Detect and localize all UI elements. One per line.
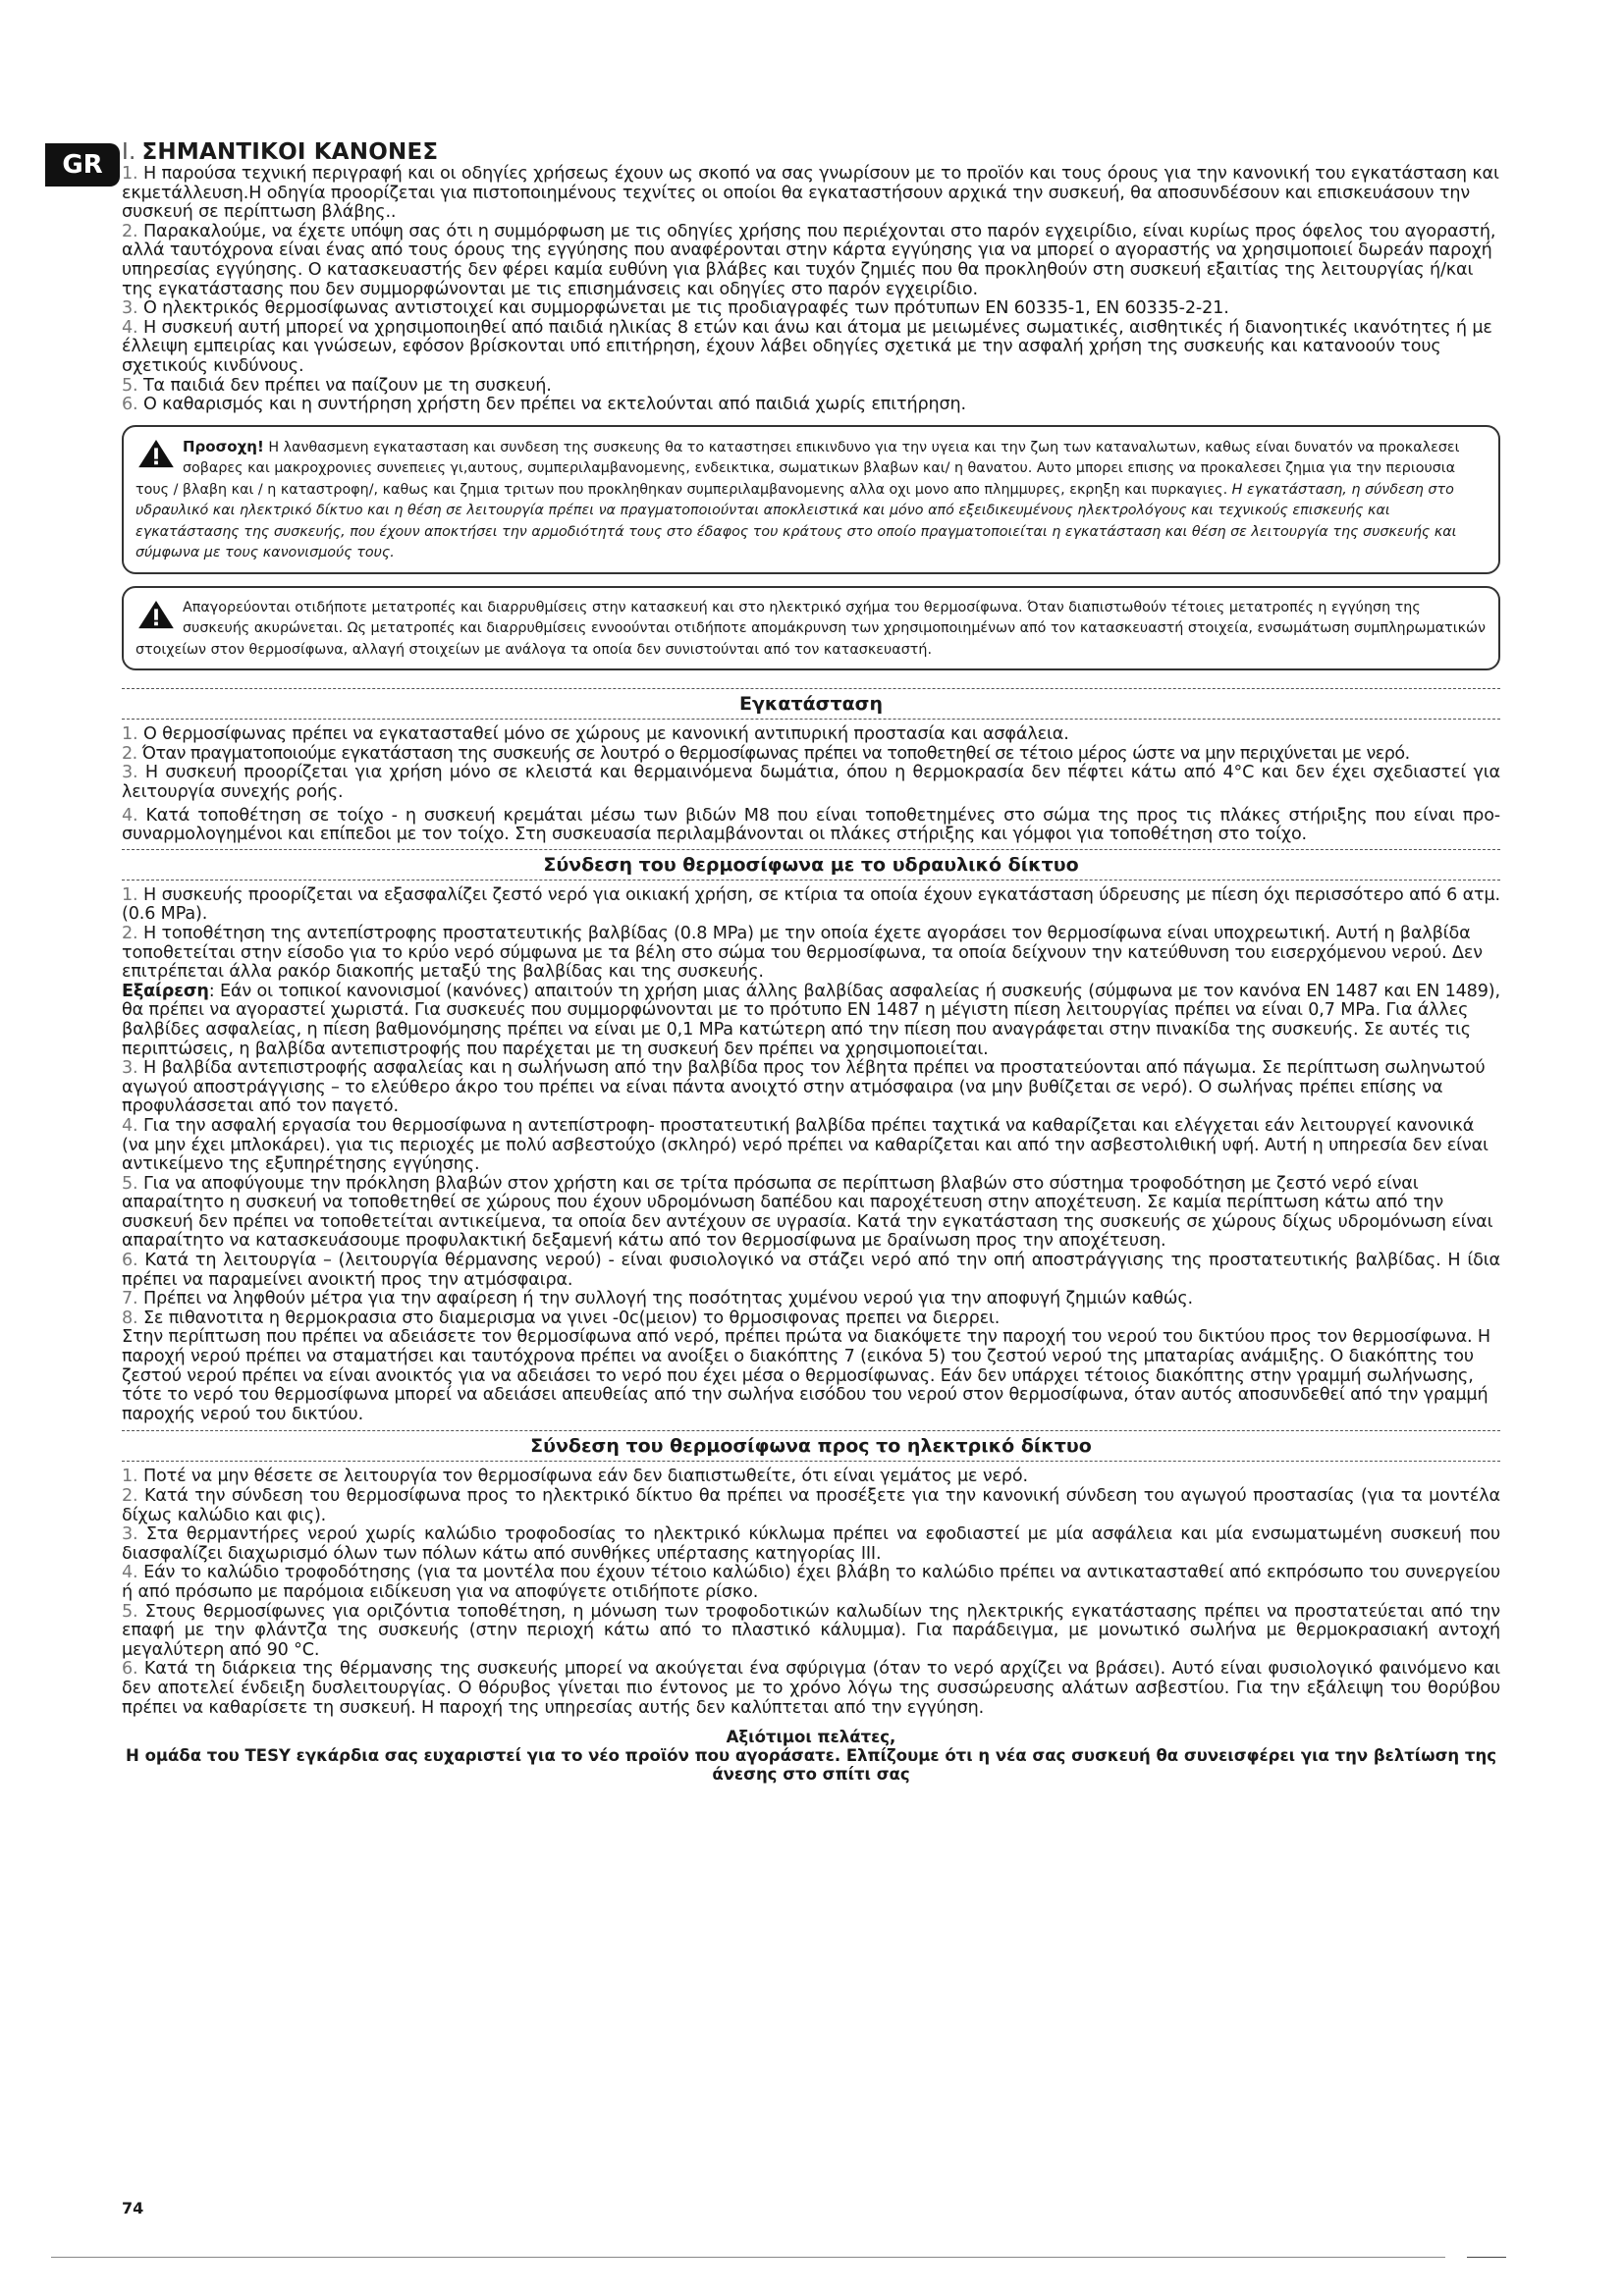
rules-list bbox=[122, 165, 1500, 415]
heading-number: I. bbox=[122, 139, 136, 165]
item-text: Παρακαλούμε, να έχετε υπόψη σας ότι η συμμόρφωση με τις οδηγίες χρήσης που περιέχονται στο παρόν εγχειρίδιο, είναι κυρίως προς όφελος του αγοραστή, αλλά ταυτόχρονα είναι ένας από τους όρους της εγγύησης που αναφέρονται στην κάρτα εγγύησης για να μπορεί ο αγοραστής να χρησιμοποιεί δωρεάν παροχή υπηρεσίας εγγύησης. Ο κατασκευαστής δεν φέρει καμία ευθύνη για βλάβες και τυχόν ζημιές που θα προκληθούν στη συσκευή εξαιτίας της λειτουργίας ή/και της εγκατάστασης που δεν συμμορφώνονται με τις επισημάνσεις και οδηγίες στο παρόν εγχειρίδιο. bbox=[122, 221, 1496, 299]
warning-text: Απαγορεύονται οτιδήποτε μετατροπές και διαρρυθμίσεις στην κατασκευή και στο ηλεκτρικό σχήμα του θερμοσίφωνα. Όταν διαπιστωθούν τέτοιες μετατροπές η εγγύηση της συσκευής ακυρώνεται. Ως μετατροπές και διαρρυθμίσεις εννοούνται οτιδήποτε απομάκρυνση των χρησιμοποιημένων από τον κατασκευαστή στοιχεία, ενσωμάτωση συμπληρωματικών στοιχείων στον θερμοσίφωνα, αλλαγή στοιχείων με ανάλογα τα οποία δεν συνιστούνται από τον κατασκευαστή. bbox=[135, 599, 1486, 658]
item-text: Τα παιδιά δεν πρέπει να παίζουν με τη συσκευή. bbox=[142, 375, 552, 396]
item-text: Για την ασφαλή εργασία του θερμοσίφωνα η αντεπίστροφη- προστατευτική βαλβίδα πρέπει ταχτικά να καθαρίζεται και ελέγχεται εάν λειτουργεί κανονικά (να μην έχει μπλοκάρει). για τις περιοχές με πολύ ασβεστούχο (σκληρό) νερό πρέπει να καθαρίζεται και από την ασβεστολιθική υφή. Αυτή η υπηρεσία δεν είναι αντικείμενο της εξυπηρέτησης εγγύησης. bbox=[122, 1115, 1489, 1175]
list-item bbox=[122, 1290, 1500, 1309]
item-text: Σε πιθανοτιτα η θερμοκρασια στο διαμερισμα να γινει -0c(μειον) το θρμοσιφονας πρεπει να διερρει. bbox=[142, 1308, 1001, 1328]
warning-icon bbox=[137, 439, 175, 468]
item-number: 2. bbox=[122, 1486, 138, 1506]
heading-text: ΣΗΜΑΝΤΙΚΟΙ ΚΑΝΟΝΕΣ bbox=[141, 139, 439, 165]
list-item bbox=[122, 1603, 1500, 1661]
thank-you-salutation: Αξιότιμοι πελάτες, bbox=[726, 1728, 896, 1747]
list-item bbox=[122, 886, 1500, 925]
warning-text: Η λανθασμενη εγκατασταση και συνδεση της συσκευης θα το καταστησει επικινδυνο για την υγεια και την ζωη των καταναλωτων, καθως είναι δυνατόν να προκαλεσει σοβαρες και μακροχρονιες συνεπειες γι,αυτους, συμπεριλαμβανομενης, ενδεικτικα, σωματικων βλαβων και/ η θανατου. Αυτο μπορει επισης να προκαλεσει ζημια για την περιουσια τους / βλαβη και / η καταστροφη/, καθως και ζημια τριτων που προκληθηκαν συμπεριλαμβανομενης αλλα οχι μονο απο πλημμυρες, εκρηξη και πυρκαγιες. bbox=[135, 439, 1460, 498]
list-item bbox=[122, 925, 1500, 983]
section-title-electric: Σύνδεση του θερμοσίφωνα προς το ηλεκτρικό δίκτυο bbox=[530, 1435, 1092, 1458]
list-item bbox=[122, 1564, 1500, 1602]
list-item bbox=[122, 223, 1500, 299]
item-number: 4. bbox=[122, 1115, 138, 1136]
list-item-drain-note bbox=[122, 1328, 1500, 1424]
item-bold-label: Εξαίρεση bbox=[122, 981, 209, 1001]
item-number: 7. bbox=[122, 1289, 138, 1309]
item-text: Η συσκευή προορίζεται για χρήση μόνο σε κλειστά και θερμαινόμενα δωμάτια, όπου η θερμοκρασία δεν πέφτει κάτω από 4°C και δεν έχει σχεδιαστεί για λειτουργία συνεχής ροής. bbox=[122, 763, 1500, 802]
warning-icon bbox=[137, 600, 175, 629]
list-item bbox=[122, 1175, 1500, 1252]
item-text: Κατά την σύνδεση του θερμοσίφωνα προς το ηλεκτρικό δίκτυο θα πρέπει να προσέξετε για την κανονική σύνδεση του αγωγού προστασίας (για τα μοντέλα δίχως καλώδιο και φις). bbox=[122, 1486, 1500, 1525]
item-text: Ο καθαρισμός και η συντήρηση χρήστη δεν πρέπει να εκτελούνται από παιδιά χωρίς επιτήρηση. bbox=[142, 395, 966, 415]
language-code: GR bbox=[62, 150, 103, 180]
item-text: Για να αποφύγουμε την πρόκληση βλαβών στον χρήστη και σε τρίτα πρόσωπα σε περίπτωση βλαβών στο σύστημα τροφοδότηση με ζεστό νερό είναι απαραίτητο η συσκευή να τοποθετηθεί σε χώρους που έχουν υδρομόνωση δαπέδου και παροχέτευση στην αποχέτευση. Σε καμία περίπτωση κάτω από την συσκευή δεν πρέπει να τοποθετείται αντικείμενα, τα οποία δεν αντέχουν σε υγρασία. Κατά την εγκατάσταση της συσκευής σε χώρους δίχως υδρομόνωση είναι απαραίτητο να κατασκευάσουμε προφυλακτική δεξαμενή κάτω από τον θερμοσίφωνα με δραίνωση προς την αποχέτευση. bbox=[122, 1173, 1493, 1252]
language-tab bbox=[45, 143, 120, 187]
item-text: Στην περίπτωση που πρέπει να αδειάσετε τον θερμοσίφωνα από νερό, πρέπει πρώτα να διακόψετε την παροχή του νερού του δικτύου προς τον θερμοσίφωνα. Η παροχή νερού πρέπει να σταματήσει και ταυτόχρονα πρέπει να ανοίξει ο διακόπτης 7 (εικόνα 5) του ζεστού νερού της μπαταρίας ανάμιξης. Ο διακόπτης του ζεστού νερού πρέπει να είναι ανοικτός για να αδειάσει το νερό που έχει μέσα ο θερμοσίφωνας. Εάν δεν υπάρχει τέτοιος διακόπτης στην γραμμή σωλήνωσης, τότε το νερό του θερμοσίφωνα μπορεί να αδειάσει απευθείας από την σωλήνα εισόδου του νερού στον θερμοσίφωνα, όταν αυτός αποσυνδεθεί από την γραμμή παροχής νερού του δικτύου. bbox=[122, 1327, 1491, 1424]
item-number: 2. bbox=[122, 221, 138, 241]
item-text: Η τοποθέτηση της αντεπίστροφης προστατευτικής βαλβίδας (0.8 MPa) με την οποία έχετε αγοράσει τον θερμοσίφωνα είναι υποχρεωτική. Αυτή η βαλβίδα τοποθετείται στην είσοδο για το κρύο νερό σύμφωνα με τα βέλη στο σώμα του θερμοσίφωνα, τα οποία δείχνουν την κατεύθυνση του εισερχόμενου νερού. Δεν επιτρέπεται άλλα ρακόρ διακοπής μεταξύ της βαλβίδας και της συσκευής. bbox=[122, 923, 1483, 983]
list-item bbox=[122, 299, 1500, 319]
thank-you-message: Η ομάδα του TESY εγκάρδια σας ευχαριστεί για το νέο προϊόν που αγοράσατε. Ελπίζουμε ότι η νέα σας συσκευή θα συνεισφέρει για την βελτίωση της άνεσης στο σπίτι σας bbox=[126, 1746, 1496, 1785]
item-number: 3. bbox=[122, 1524, 138, 1545]
item-number: 6. bbox=[122, 1251, 138, 1271]
item-text: Ποτέ να μην θέσετε σε λειτουργία τον θερμοσίφωνα εάν δεν διαπιστωθείτε, ότι είναι γεμάτος με νερό. bbox=[142, 1467, 1028, 1487]
warning-lead: Προσοχη! bbox=[183, 437, 264, 455]
section-heading bbox=[122, 141, 1500, 163]
list-item bbox=[122, 1309, 1500, 1329]
divider bbox=[122, 1430, 1500, 1431]
list-item bbox=[122, 377, 1500, 397]
item-number: 4. bbox=[122, 1563, 138, 1583]
page-content bbox=[122, 141, 1500, 1784]
page-number: 74 bbox=[122, 2199, 144, 2217]
item-number: 4. bbox=[122, 805, 138, 826]
warning-italic-text: Η εγκατάσταση, η σύνδεση στο υδραυλικό και ηλεκτρικό δίκτυο και η θέση σε λειτουργία πρέπει να πραγματοποιούνται αποκλειστικά και μόνο από εξειδικευμένους ηλεκτρολόγους και τεχνικούς επισκευής και εγκατάστασης της συσκευής, που έχουν αποκτήσει την αρμοδιότητά τους στο έδαφος του κράτους στο οποίο πραγματοποιείται η εγκατάσταση και θέση σε λειτουργία της συσκευής και σύμφωνα με τους κανονισμούς τους. bbox=[135, 481, 1457, 561]
item-number: 3. bbox=[122, 763, 138, 783]
list-item bbox=[122, 165, 1500, 223]
item-number: 5. bbox=[122, 1173, 138, 1194]
item-text: Κατά τη λειτουργία – (λειτουργία θέρμανσης νερού) - είναι φυσιολογικό να στάζει νερό από την οπή αποστράγγισης της προστατευτικής βαλβίδας. Η ίδια πρέπει να παραμείνει ανοικτή προς την ατμόσφαιρα. bbox=[122, 1251, 1500, 1290]
item-number: 1. bbox=[122, 164, 138, 184]
section-title-plumbing: Σύνδεση του θερμοσίφωνα με το υδραυλικό δίκτυο bbox=[543, 853, 1079, 876]
item-number: 2. bbox=[122, 743, 137, 764]
item-number: 1. bbox=[122, 1467, 138, 1487]
item-number: 1. bbox=[122, 884, 138, 905]
list-item bbox=[122, 1059, 1500, 1117]
warning-box-safety bbox=[122, 425, 1500, 574]
list-item bbox=[122, 319, 1500, 377]
list-item bbox=[122, 745, 1500, 765]
thank-you-note bbox=[122, 1728, 1500, 1784]
list-item bbox=[122, 1468, 1500, 1487]
item-text: Εάν το καλώδιο τροφοδότησης (για τα μοντέλα που έχουν τέτοιο καλώδιο) έχει βλάβη το καλώδιο πρέπει να αντικατασταθεί από εκπρόσωπο του συνεργείου ή από πρόσωπο με παρόμοια ειδίκευση για να αποφύγετε οτιδήποτε ρίσκο. bbox=[122, 1563, 1500, 1602]
electric-list bbox=[122, 1468, 1500, 1718]
item-text: Η βαλβίδα αντεπιστροφής ασφαλείας και η σωλήνωση από την βαλβίδα προς τον λέβητα πρέπει να προστατεύονται από πάγωμα. Σε περίπτωση σωληνωτού αγωγού αποστράγγισης – το ελεύθερο άκρο του πρέπει να είναι πάντα ανοιχτό στην ατμόσφαιρα (να μην βυθίζεται σε νερό). Ο σωλήνας πρέπει επίσης να προφυλάσσεται από τον παγετό. bbox=[122, 1058, 1486, 1117]
list-item bbox=[122, 1487, 1500, 1525]
footer-rule-short bbox=[1467, 2257, 1506, 2258]
item-text: Η παρούσα τεχνική περιγραφή και οι οδηγίες χρήσεως έχουν ως σκοπό να σας γνωρίσουν με το προϊόν και τους όρους για την κανονική του εγκατάσταση και εκμετάλλευση.Η οδηγία προορίζεται για πιστοποιημένους τεχνίτες οι οποίοι θα εγκαταστήσουν αρχικά την συσκευή, θα αποσυνδέσουν και επισκευάσουν την συσκευή σε περίπτωση βλάβης.. bbox=[122, 164, 1499, 223]
item-number: 6. bbox=[122, 1659, 138, 1680]
item-number: 5. bbox=[122, 1601, 138, 1622]
list-item bbox=[122, 807, 1500, 845]
item-text: Κατά τη διάρκεια της θέρμανσης της συσκευής μπορεί να ακούγεται ένα σφύριγμα (όταν το νερό αρχίζει να βράσει). Αυτό είναι φυσιολογικό φαινόμενο και δεν αποτελεί ένδειξη δυσλειτουργίας. Ο θόρυβος γίνεται πιο έντονος με το χρόνο λόγω της συσσώρευσης αλάτων ασβεστίου. Για την εξάλειψη του θορύβου πρέπει να καθαρίσετε τη συσκευή. Η παροχή της υπηρεσίας αυτής δεν καλύπτεται από την εγγύηση. bbox=[122, 1659, 1500, 1718]
divider bbox=[122, 688, 1500, 689]
item-text: Ο ηλεκτρικός θερμοσίφωνας αντιστοιχεί και συμμορφώνεται με τις προδιαγραφές των πρότυπων EN 60335-1, EN 60335-2-21. bbox=[142, 298, 1229, 319]
list-item bbox=[122, 1252, 1500, 1290]
item-text: Στα θερμαντήρες νερού χωρίς καλώδιο τροφοδοσίας το ηλεκτρικό κύκλωμα πρέπει να εφοδιαστεί με μία ασφάλεια και μία ενσωματωμένη συσκευή που διασφαλίζει διαχωρισμό όλων των πόλων κάτω από συνθήκες υπέρτασης κατηγορίας ΙΙΙ. bbox=[122, 1524, 1500, 1564]
list-item bbox=[122, 764, 1500, 802]
item-text: Κατά τοποθέτηση σε τοίχο - η συσκευή κρεμάται μέσω των βιδών M8 που είναι τοποθετημένες στο σώμα της προς τις πλάκες στήριξης που είναι προ-συναρμολογημένοι και επίπεδοι με τον τοίχο. Στη συσκευασία περιλαμβάνονται οι πλάκες στήριξης και γόμφοι για τοποθέτηση στο τοίχο. bbox=[122, 805, 1501, 845]
list-item bbox=[122, 725, 1500, 745]
item-number: 3. bbox=[122, 298, 138, 319]
item-text: Η συσκευή αυτή μπορεί να χρησιμοποιηθεί από παιδιά ηλικίας 8 ετών και άνω και άτομα με μειωμένες σωματικές, αισθητικές ή διανοητικές ικανότητες ή με έλλειψη εμπειρίας και γνώσεων, εφόσον βρίσκονται υπό επιτήρηση, έχουν λάβει οδηγίες σχετικά με την ασφαλή χρήση της συσκευής και κατανοούν τους σχετικούς κινδύνους. bbox=[122, 317, 1492, 376]
item-number: 8. bbox=[122, 1308, 138, 1328]
item-number: 6. bbox=[122, 395, 138, 415]
section-title-installation: Εγκατάσταση bbox=[739, 693, 883, 716]
item-text: Ο θερμοσίφωνας πρέπει να εγκατασταθεί μόνο σε χώρους με κανονική αντιπυρική προστασία και ασφάλεια. bbox=[142, 724, 1069, 745]
list-item bbox=[122, 1117, 1500, 1175]
item-number: 1. bbox=[122, 724, 138, 745]
item-number: 2. bbox=[122, 923, 138, 943]
item-number: 5. bbox=[122, 375, 138, 396]
plumbing-list bbox=[122, 886, 1500, 1425]
item-text: Πρέπει να ληφθούν μέτρα για την αφαίρεση ή την συλλογή της ποσότητας χυμένου νερού για την αποφυγή ζημιών καθώς. bbox=[142, 1289, 1193, 1309]
item-text: Όταν πραγματοποιούμε εγκατάσταση της συσκευής σε λουτρό ο θερμοσίφωνας πρέπει να τοποθετηθεί σε τέτοιο μέρος ώστε να μην περιχύνεται με νερό. bbox=[141, 743, 1410, 764]
list-item bbox=[122, 1525, 1500, 1564]
installation-list bbox=[122, 725, 1500, 845]
item-text: Η συσκευής προορίζεται να εξασφαλίζει ζεστό νερό για οικιακή χρήση, σε κτίρια τα οποία έχουν εγκατάσταση ύδρευσης με πίεση όχι περισσότερο από 6 ατμ. (0.6 MPa). bbox=[122, 884, 1500, 925]
list-item bbox=[122, 1660, 1500, 1718]
list-item-exception bbox=[122, 983, 1500, 1059]
warning-box-modifications bbox=[122, 586, 1500, 671]
item-text: Στους θερμοσίφωνες για οριζόντια τοποθέτηση, η μόνωση των τροφοδοτικών καλωδίων της ηλεκτρικής εγκατάστασης πρέπει να προστατεύεται από την επαφή με την φλάντζα της συσκευής (στην περιοχή κάτω από το πλαστικό κάλυμμα). Για παράδειγμα, με μονωτικό σωλήνα με θερμοκρασιακή αντοχή μεγαλύτερη από 90 °С. bbox=[122, 1601, 1500, 1660]
footer-rule bbox=[51, 2257, 1445, 2258]
item-number: 4. bbox=[122, 317, 138, 338]
item-text: : Εάν οι τοπικοί κανονισμοί (κανόνες) απαιτούν τη χρήση μιας άλλης βαλβίδας ασφαλείας ή συσκευής (σύμφωνα με τον κανόνα EN 1487 και EN 1489), θα πρέπει να αγοραστεί χωριστά. Για συσκευές που συμμορφώνονται με το πρότυπο EN 1487 η μέγιστη πίεση λειτουργίας πρέπει να είναι 0,7 MPa. Για άλλες βαλβίδες ασφαλείας, η πίεση βαθμονόμησης πρέπει να είναι με 0,1 MPa κατώτερη από την πίεση που αναγράφεται στην πινακίδα της συσκευής. Σε αυτές τις περιπτώσεις, η βαλβίδα αντεπιστροφής που παρέχεται με τη συσκευή δεν πρέπει να χρησιμοποιείται. bbox=[122, 981, 1500, 1059]
list-item bbox=[122, 396, 1500, 415]
item-number: 3. bbox=[122, 1058, 138, 1079]
divider bbox=[122, 849, 1500, 850]
